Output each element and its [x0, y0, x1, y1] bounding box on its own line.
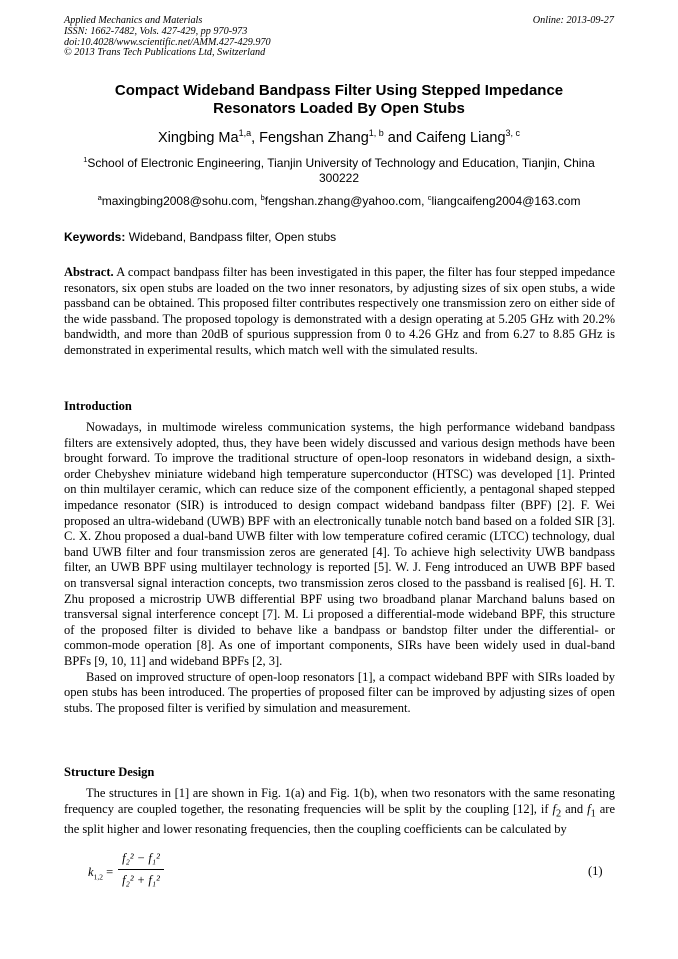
- paragraph: Based on improved structure of open-loop resonators [1], a compact wideband BPF with SIRs loaded by open stubs has been introduced. The properties of proposed filter can be improved by adjusting sizes of open stubs. The proposed filter is verified by simulation and measurement.: [64, 669, 615, 715]
- section-heading-structure-design: Structure Design: [64, 765, 155, 779]
- abstract-label: Abstract.: [64, 265, 114, 279]
- author-name: Fengshan Zhang: [259, 130, 369, 146]
- equation-coupling-coefficient: [88, 851, 168, 897]
- email-sup: a: [97, 193, 102, 202]
- copyright-line: © 2013 Trans Tech Publications Ltd, Switzerland: [64, 47, 266, 59]
- author-name: Caifeng Liang: [416, 130, 506, 146]
- author-list: [64, 129, 614, 147]
- abstract: [64, 265, 615, 359]
- email-address: liangcaifeng2004@163.com: [431, 194, 581, 208]
- equation-lhs: $k_{1,2}$ =: [88, 865, 114, 882]
- title-line-2: Resonators Loaded By Open Stubs: [213, 100, 465, 117]
- email-address: maxingbing2008@sohu.com: [101, 194, 254, 208]
- author-separator: ,: [251, 130, 260, 146]
- abstract-text: A compact bandpass filter has been investigated in this paper, the filter has four stepped impedance resonators, six open stubs are loaded on the two inner resonators, by adjusting sizes of six open stubs, a wide passband can be obtained. This proposed filter contributes respectively one transmission zero on either side of the wide passband. The proposed topology is demonstrated with a design operating at 5.205 GHz with 20.2% bandwidth, and more than 20dB of spurious suppression from 0 to 4.26 GHz and from 6.27 to 8.85 GHz is demonstrated in experimental results, which match well with the simulated results.: [64, 265, 616, 357]
- keywords: [64, 230, 336, 244]
- equation-denominator: f₂² + f₁²: [122, 873, 160, 887]
- author-name: Xingbing Ma: [157, 130, 239, 146]
- keywords-text: Wideband, Bandpass filter, Open stubs: [128, 230, 337, 244]
- equation-numerator: f₂² − f₁²: [122, 851, 160, 865]
- journal-name: Applied Mechanics and Materials: [64, 15, 203, 26]
- author-sup: 1,a: [238, 128, 252, 139]
- structure-body: [64, 786, 615, 837]
- author-separator: and: [383, 130, 417, 146]
- affiliation-sup: 1: [83, 155, 88, 164]
- equation-number: (1): [588, 864, 603, 878]
- title-line-1: Compact Wideband Bandpass Filter Using Stepped Impedance: [114, 82, 564, 99]
- paragraph: The structures in [1] are shown in Fig. 1(a) and Fig. 1(b), when two resonators with the same resonating frequency are coupled together, the resonating frequencies will be split by the coupling [12], if $f_2$ and $f_1$ are the split higher and lower resonating frequencies, then the coupling coefficients can be calculated by: [64, 786, 615, 836]
- section-heading-introduction: Introduction: [64, 399, 132, 413]
- affiliation-text: School of Electronic Engineering, Tianjin University of Technology and Education, Tianjin, China 300222: [87, 156, 595, 185]
- author-sup: 1, b: [368, 128, 384, 139]
- affiliation: [64, 156, 614, 186]
- email-address: fengshan.zhang@yahoo.com: [264, 194, 422, 208]
- introduction-body: [64, 420, 615, 716]
- paragraph: Nowadays, in multimode wireless communication systems, the high performance wideband bandpass filters are extensively adopted, thus, they have been widely discussed and various design methods have been brought forward. To improve the traditional structure of open-loop resonators in wideband design, a sixth-order Chebyshev miniature wideband high temperature superconductor (HTSC) was developed [1]. Printed on thin multilayer ceramic, which can reduce size of the component efficiently, a pentagonal shaped stepped impedance resonator (SIR) is introduced to design compact wideband bandpass filter (BPF) [2]. F. Wei proposed an ultra-wideband (UWB) BPF with an electronically tunable notch band based on a folded SIR [3]. C. X. Zhou proposed a dual-band UWB filter with low temperature cofired ceramic (LTCC) technology, dual band UWB filter and four transmission zeros are generated [4]. To achieve high selectivity UWB bandpass filter, an UWB BPF using multilayer technology is reported [5]. W. J. Feng introduced an UWB BPF based on transversal signal interaction concepts, two transmission zeros closed to the passband is realised [6]. H. T. Zhu proposed a microstrip UWB differential BPF using two broadband planar Marchand baluns based on transversal signal interference concept [7]. M. Li proposed a differential-mode wideband BPF, this structure of the proposed filter is divided to behave like a bandpass or bandstop filter under the differential- or common-mode operation [8]. As one of important components, SIRs have been widely used in dual-band BPFs [9, 10, 11] and wideband BPFs [2, 3].: [64, 420, 615, 668]
- doi-line: doi:10.4028/www.scientific.net/AMM.427-429.970: [64, 36, 271, 48]
- email-sup: b: [260, 193, 265, 202]
- paper-title: [64, 82, 614, 118]
- email-list: $^a$maxingbing2008@sohu.com, $^b$fengshan.zhang@yahoo.com, $^c$liangcaifeng2004@163.com: [97, 193, 581, 208]
- author-sup: 3, c: [505, 128, 521, 139]
- online-date: Online: 2013-09-27: [532, 15, 614, 26]
- issn-line: ISSN: 1662-7482, Vols. 427-429, pp 970-973: [64, 25, 248, 37]
- email-sup: c: [427, 193, 432, 202]
- journal-header: [64, 16, 271, 59]
- keywords-label: Keywords:: [64, 230, 126, 244]
- fraction-bar: [118, 869, 164, 870]
